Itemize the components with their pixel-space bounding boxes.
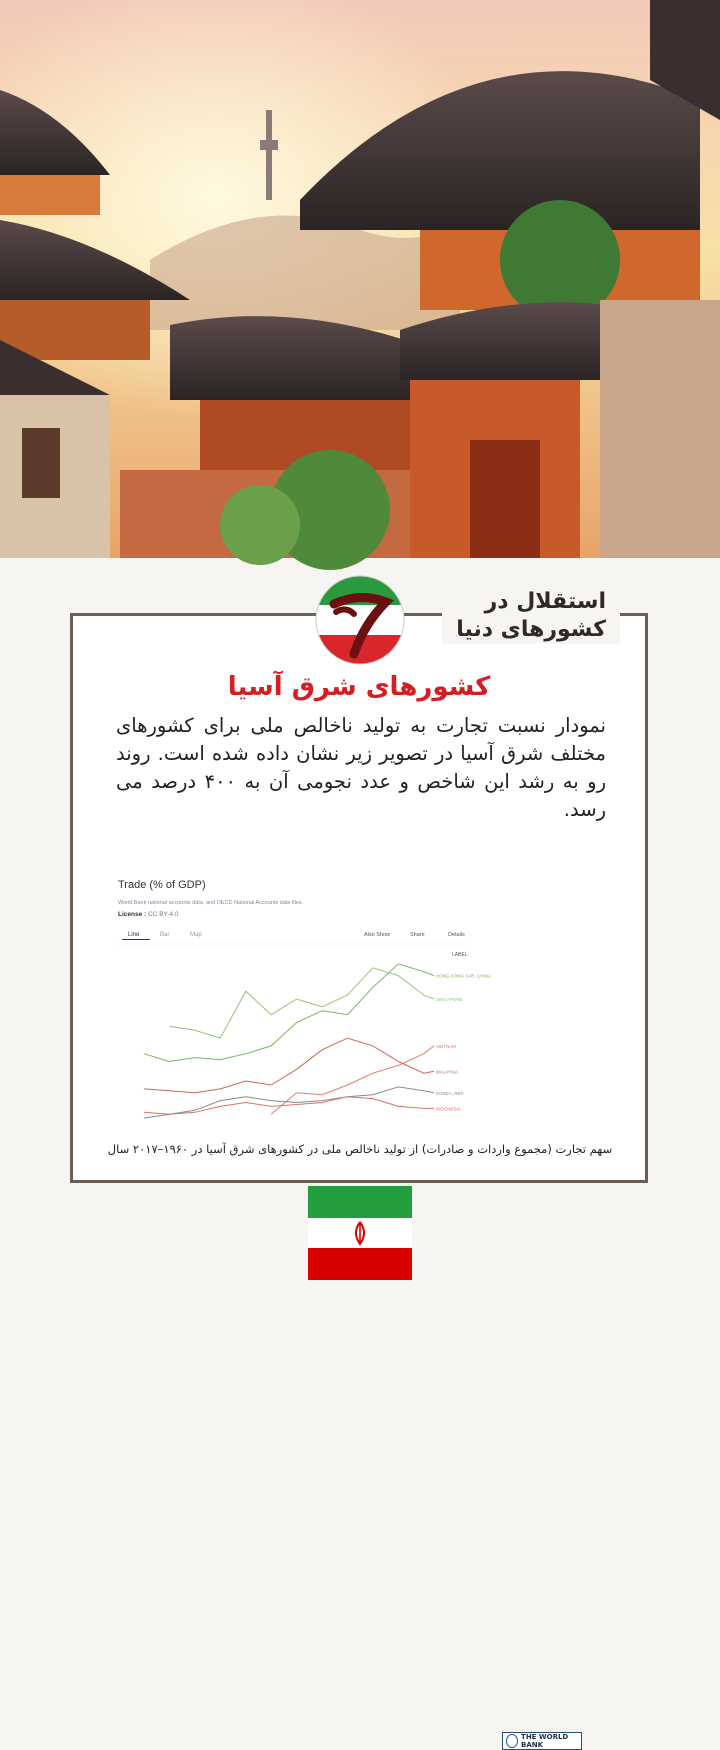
series-line-0 (144, 964, 434, 1062)
tab-map: Map (190, 932, 202, 938)
series-label-5: INDONESIA (436, 1106, 461, 1112)
license-value: CC BY-4.0 (148, 911, 179, 918)
details-button: Details (448, 932, 465, 938)
hero-image (0, 0, 720, 558)
world-bank-logo (502, 1732, 582, 1750)
series-label-4: KOREA, REP. (436, 1090, 465, 1096)
tab-bar: Bar (160, 932, 170, 938)
series-label-1: SINGAPORE (436, 997, 463, 1003)
series-title-line2: کشورهای دنیا (456, 617, 606, 642)
body-paragraph: نمودار نسبت تجارت به تولید ناخالص ملی برای کشورهای مختلف شرق آسیا در تصویر زیر نشان داده شده است. روند رو به رشد این شاخص و عدد نجومی آن به ۴۰۰ درصد می رسد. (116, 714, 606, 821)
tab-line: Line (128, 932, 140, 938)
also-show-button: Also Show (364, 932, 390, 938)
series-line-1 (169, 968, 434, 1038)
series-line-3 (144, 1038, 434, 1093)
label-toggle: LABEL (452, 952, 468, 958)
chart-caption: سهم تجارت (مجموع واردات و صادرات) از تولید ناخالص ملی در کشورهای شرق آسیا در ۱۹۶۰–۲۰۱۷ سال (107, 1142, 613, 1156)
license-label: License : (118, 911, 147, 918)
series-label-3: MALAYSIA (436, 1069, 459, 1075)
series-title-line1: استقلال در (484, 589, 606, 614)
series-line-4 (144, 1087, 434, 1118)
series-title (442, 588, 620, 644)
series-label-2: VIETNAM (436, 1043, 457, 1049)
globe-icon (506, 1734, 518, 1748)
section-heading: کشورهای شرق آسیا (227, 672, 491, 702)
number-seven-flag-emblem-icon (314, 574, 406, 666)
world-bank-logo-text: THE WORLD BANK (521, 1733, 569, 1749)
series-label-0: HONG KONG SAR, CHINA (436, 973, 492, 979)
iran-flag-icon (308, 1186, 412, 1280)
chart-source: World Bank national accounts data, and OECD National Accounts data files. (118, 900, 304, 906)
share-button: Share (410, 932, 425, 938)
series-line-2 (271, 1046, 434, 1114)
chart-title: Trade (% of GDP) (118, 879, 206, 891)
